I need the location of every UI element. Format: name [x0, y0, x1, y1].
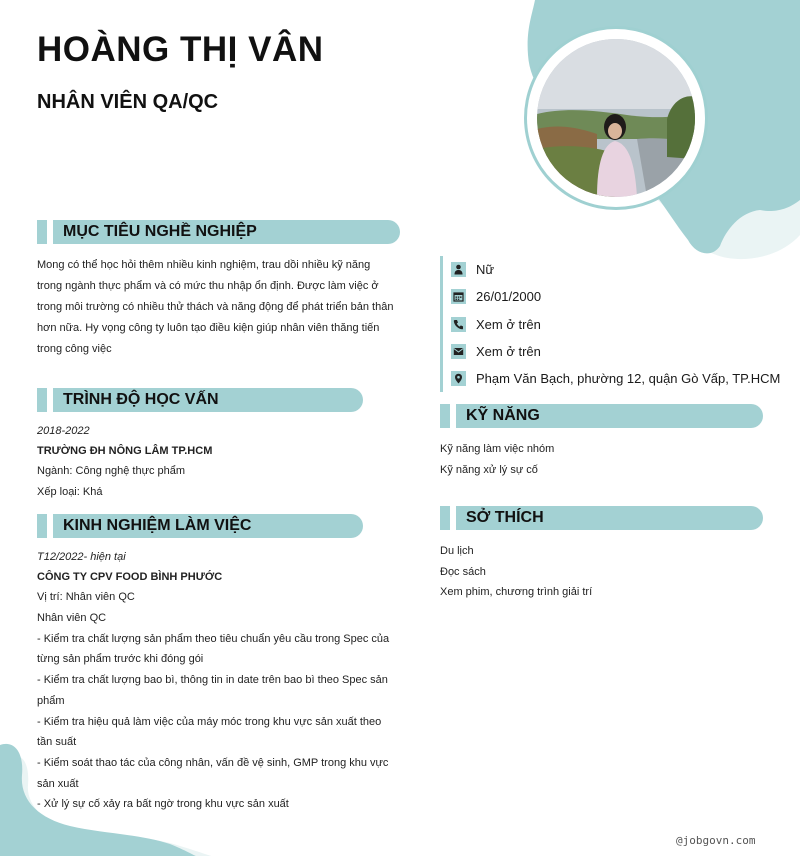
experience-line: từng sản phẩm trước khi đóng gói	[37, 653, 204, 666]
education-title: TRÌNH ĐỘ HỌC VẤN	[63, 391, 219, 408]
section-header-skills	[440, 404, 763, 428]
profile-photo	[537, 39, 695, 197]
hobby-item: Du lịch	[440, 545, 474, 557]
contact-address: Phạm Văn Bạch, phường 12, quận Gò Vấp, TP.HCM	[476, 371, 781, 387]
experience-line: - Kiểm tra hiệu quả làm việc của máy móc trong khu vực sản xuất theo	[37, 715, 382, 728]
contact-row-gender	[443, 256, 773, 283]
contact-row-birthday	[443, 283, 773, 310]
school-name: TRƯỜNG ĐH NÔNG LÂM TP.HCM	[37, 444, 213, 457]
experience-block	[37, 548, 402, 815]
education-period: 2018-2022	[37, 425, 90, 437]
experience-line: tần suất	[37, 736, 77, 749]
calendar-icon	[451, 289, 466, 304]
location-icon	[451, 371, 466, 386]
contact-row-phone	[443, 311, 773, 338]
objective-title: MỤC TIÊU NGHỀ NGHIỆP	[63, 223, 257, 240]
phone-icon	[451, 317, 466, 332]
objective-line: trong môi trường có nhiều thử thách và năng động để phát triển bản thân	[37, 301, 394, 313]
education-block	[37, 422, 407, 503]
contact-phone: Xem ở trên	[476, 316, 541, 332]
skills-list	[440, 439, 770, 480]
experience-line: sản xuất	[37, 777, 79, 790]
experience-line: - Kiểm tra chất lượng bao bì, thông tin in date trên bao bì theo Spec sản	[37, 674, 388, 687]
experience-title: KINH NGHIỆM LÀM VIỆC	[63, 517, 252, 534]
watermark: @jobgovn.com	[676, 834, 756, 847]
profile-photo-frame	[527, 29, 705, 207]
skill-item: Kỹ năng xử lý sự cố	[440, 463, 538, 476]
objective-line: hơn nữa. Hy vọng công ty luôn tạo điều kiện giúp nhân viên thăng tiến	[37, 322, 380, 334]
person-icon	[451, 262, 466, 277]
experience-period: T12/2022- hiện tại	[37, 551, 126, 563]
section-header-objective	[37, 220, 400, 244]
contact-email: Xem ở trên	[476, 344, 541, 360]
objective-text	[37, 255, 407, 360]
email-icon	[451, 344, 466, 359]
skills-title: KỸ NĂNG	[466, 407, 540, 424]
education-rank: Xếp loại: Khá	[37, 486, 103, 498]
candidate-name: HOÀNG THỊ VÂN	[37, 30, 324, 69]
company-name: CÔNG TY CPV FOOD BÌNH PHƯỚC	[37, 570, 223, 583]
contact-birthday: 26/01/2000	[476, 289, 542, 305]
contact-row-email	[443, 338, 773, 365]
job-title: NHÂN VIÊN QA/QC	[37, 91, 219, 113]
experience-line: phẩm	[37, 694, 65, 707]
experience-line: - Kiểm tra chất lượng sản phẩm theo tiêu chuẩn yêu cầu trong Spec của	[37, 632, 390, 645]
contact-row-address	[443, 365, 781, 392]
section-header-education	[37, 388, 363, 412]
section-header-experience	[37, 514, 363, 538]
experience-line: Nhân viên QC	[37, 612, 107, 624]
hobby-item: Xem phim, chương trình giải trí	[440, 586, 593, 598]
hobby-item: Đọc sách	[440, 565, 486, 578]
skill-item: Kỹ năng làm việc nhóm	[440, 443, 555, 455]
hobbies-list	[440, 541, 770, 603]
hobbies-title: SỞ THÍCH	[466, 509, 544, 526]
experience-position: Vị trí: Nhân viên QC	[37, 591, 135, 603]
experience-line: - Xử lý sự cố xảy ra bất ngờ trong khu vực sản xuất	[37, 798, 289, 811]
contact-gender: Nữ	[476, 262, 495, 278]
objective-line: Mong có thể học hỏi thêm nhiều kinh nghiệm, trau dồi nhiều kỹ năng	[37, 259, 371, 271]
experience-line: - Kiểm soát thao tác của công nhân, vấn đề vệ sinh, GMP trong khu vực	[37, 756, 389, 769]
objective-line: trong ngành thực phẩm và có mức thu nhập ổn định. Được làm việc ở	[37, 280, 379, 292]
section-header-hobbies	[440, 506, 763, 530]
objective-line: trong công việc	[37, 343, 112, 355]
education-major: Ngành: Công nghệ thực phẩm	[37, 465, 186, 477]
contact-info	[440, 256, 781, 392]
